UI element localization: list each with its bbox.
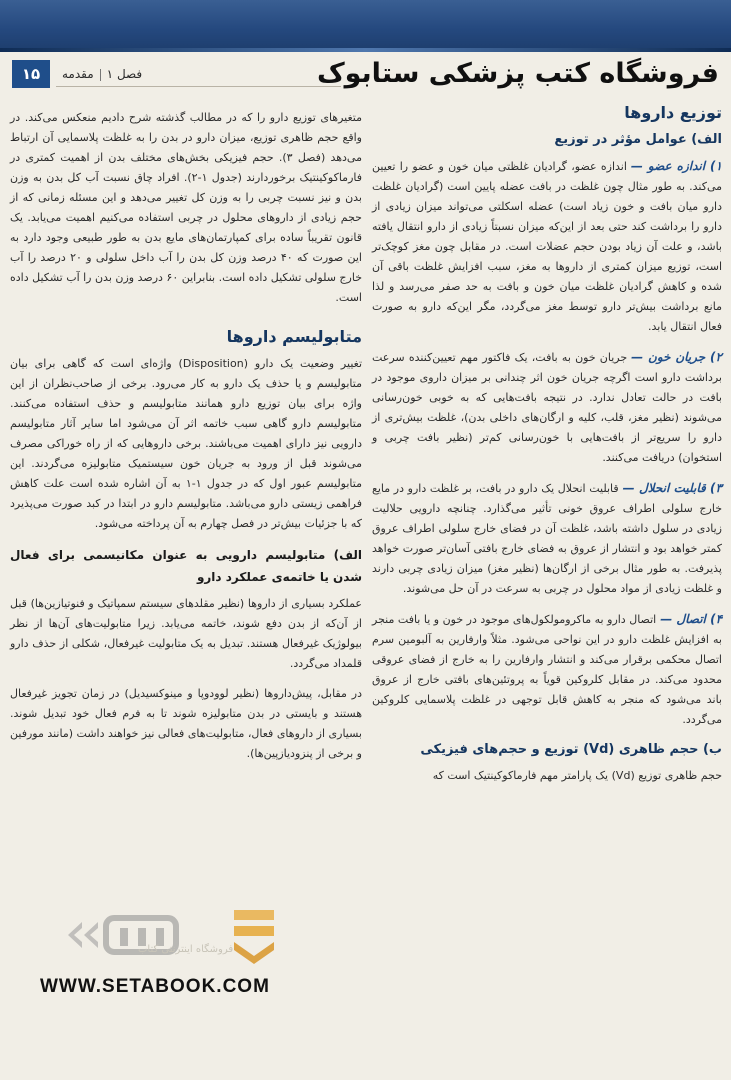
setabook-logo-icon [58, 904, 318, 966]
chapter-title: مقدمه [62, 67, 94, 81]
paragraph-metabolism: تغییر وضعیت یک دارو (Disposition) واژه‌ای است که گاهی برای بیان متابولیسم و یا حذف یک دارو به کار می‌رود. برخی از صاحب‌نظران از این واژه برای بیان توزیع دارو همانند متابولیسم و حذف استفاده می‌کنند. متابولیسم دارو گاهی سبب خاتمه اثر آن می‌شود اما سایر آثار متابولیسم دارویی نیز دارای اهمیت می‌باشند. برخی داروهایی که از راه خوراکی مصرف می‌شوند قبل از ورود به جریان خون سیستمیک متابولیزه می‌گردند. این متابولیسم عبور اول که در جدول ۱-۱ به آن اشاره شده است علت کاهش فراهمی زیستی دارو می‌باشد. متابولیسم دارو در ابتدا در کبد صورت می‌پذیرد که با جزئیات بیش‌تر در فصل چهارم به آن پرداخته می‌شود. [10, 357, 363, 530]
chapter-number: فصل ۱ [106, 67, 143, 81]
item-text-blood-flow: جریان خون به بافت، یک فاکتور مهم تعیین‌کننده سرعت برداشت دارو است اگرچه جریان خون اثر چندانی بر میزان داروی موجود در بافت در حالت تعادل ندارد. در نتیجه بافت‌هایی که به خوبی خون‌رسانی می‌شوند (نظیر مغز، قلب، کلیه و ارگان‌های داخلی بدن)، غلظت بیش‌تری از دارو را سریع‌تر از بافت‌هایی با خون‌رسانی کم‌تر (نظیر بافت چربی و استخوان) دریافت می‌کنند. [372, 351, 722, 464]
item-label-organ-size: ۱) اندازه عضو — [631, 159, 722, 173]
brand-title: فروشگاه کتب پزشکی ستابوک [316, 58, 719, 89]
paragraph-binding [372, 609, 722, 730]
paragraph-inactive-metabolite: عملکرد بسیاری از داروها (نظیر مقلدهای سیستم سمپاتیک و فنوتیازین‌ها) قبل از آن‌که از بدن دفع شوند، خاتمه می‌یابد. زیرا متابولیت‌های آن‌ها از نظر بیولوژیک غیرفعال هستند. تبدیل به یک متابولیت غیرفعال، شکلی از حذف دارو قلمداد می‌گردد. [10, 597, 362, 670]
section-title-metabolism: متابولیسم داروها [226, 327, 362, 346]
paragraph-solubility [372, 478, 722, 599]
right-column [372, 102, 722, 796]
subsection-metabolism-mechanism: الف) متابولیسم دارویی به عنوان مکانیسمی برای فعال شدن یا خاتمه‌ی عملکرد دارو [10, 548, 362, 584]
section-title-distribution: توزیع داروها [624, 103, 722, 122]
page-header [0, 58, 731, 92]
top-color-band [0, 0, 731, 52]
subsection-factors: الف) عوامل مؤثر در توزیع [554, 132, 722, 147]
watermark-website: WWW.SETABOOK.COM [40, 976, 270, 997]
paragraph-intro: متغیرهای توزیع دارو را که در مطالب گذشته شرح دادیم منعکس می‌کند. در واقع حجم ظاهری توزیع، میزان دارو در بدن را به غلظت پلاسمایی آن ارتباط می‌دهد (فصل ۳). حجم فیزیکی بخش‌های مختلف بدن از اهمیت کمتری در فارماکوکینتیک برخوردارند (جدول ۱-۲). افراد چاق نسبت آب کل بدن به وزن بدن و نیز نسبت چربی را به وزن کل تغییر می‌دهد و این مسئله زمانی که از حجم زیادی از داروهای محلول در چربی استفاده می‌کنیم اهمیت می‌یابد. یک قانون تقریباً ساده برای کمپارتمان‌های مایع بدن به طور طبیعی وجود دارد به این صورت که ۴۰ درصد وزن کل بدن را آب داخل سلولی و ۲۰ درصد را آب خارج سلولی تشکیل داده است. بنابراین ۶۰ درصد وزن بدن را آب تشکیل داده است. [10, 111, 362, 304]
subsection-volume: ب) حجم ظاهری (Vd) توزیع و حجم‌های فیزیکی [420, 742, 722, 757]
item-label-binding: ۴) اتصال — [660, 612, 722, 626]
paragraph-blood-flow [372, 347, 722, 468]
chapter-label [62, 62, 142, 86]
item-label-solubility: ۳) قابلیت انحلال — [623, 481, 722, 495]
item-text-binding: اتصال دارو به ماکرومولکول‌های موجود در خون و یا بافت منجر به افزایش غلظت دارو در این نواحی می‌شود. مثلاً وارفارین به آلبومین سرم اتصال محکمی برقرار می‌کند و انتشار وارفارین را به خارج از فضای عروقی محدود می‌کند. در مقابل کلروکین قویاً به پروتئین‌های بافتی خارج از عروق باند می‌شود که منجر به کاهش قابل توجهی در غلظت پلاسمایی کلروکین می‌گردد. [372, 613, 722, 726]
item-label-blood-flow: ۲) جریان خون — [631, 350, 722, 364]
header-rule [56, 86, 341, 87]
page-number: ۱۵ [12, 60, 50, 88]
watermark-tagline: فروشگاه اینترنتی کتاب [138, 944, 234, 955]
paragraph-prodrugs: در مقابل، پیش‌داروها (نظیر لوودوپا و مینوکسیدیل) در زمان تجویز غیرفعال هستند و بایستی در بدن متابولیزه شوند تا به فرم فعال خود تبدیل شوند. بسیاری از داروهای فعال، متابولیت‌های فعالی نیز خواهند داشت (مانند مورفین و برخی از پنزودیازپین‌ها). [10, 687, 362, 760]
item-text-organ-size: اندازه عضو، گرادیان غلظتی میان خون و عضو را تعیین می‌کند. به طور مثال چون غلظت در بافت عضله پایین است (گرادیان غلظت دارو میان بافت و خون زیاد است) عضله اسکلتی می‌تواند میزان زیادی از دارو را برداشت کند حتی بعد از این‌که میزان نسبتاً زیادی از دارو انتقال یافته باشد، و علت آن زیاد بودن حجم عضلات است. در مقابل چون مغز کوچک‌تر است، توزیع میزان کمتری از داروها به مغز، سبب افزایش غلظت باقی آن شده و کاهش گرادیان غلظت میان خون و بافت به حد صفر می‌رسد و لذا مانع برداشت بیش‌تر دارو توسط مغز می‌گردد، مگر این‌که دارو به صورت فعال انتقال یابد. [372, 160, 722, 333]
paragraph-volume: حجم ظاهری توزیع (Vd) یک پارامتر مهم فارماکوکینتیک است که [432, 769, 722, 782]
item-text-solubility: قابلیت انحلال یک دارو در بافت، بر غلظت دارو در مایع خارج سلولی اطراف عروق خونی تأثیر می‌گذارد. چنانچه دارویی حلالیت زیادی در سلول داشته باشد، غلظت آن در فضای خارج سلولی اطراف عروق کمتر خواهد بود و انتشار از عروق به فضای خارج بافتی آسان‌تر صورت خواهد پذیرفت. به طور مثال برخی از ارگان‌ها (نظیر مغز) میزان زیادی چربی دارند و غلظت زیادی از مواد محلول در چربی به سرعت در آن حل می‌شوند. [372, 482, 722, 595]
paragraph-organ-size [372, 156, 722, 337]
left-column [10, 108, 362, 774]
